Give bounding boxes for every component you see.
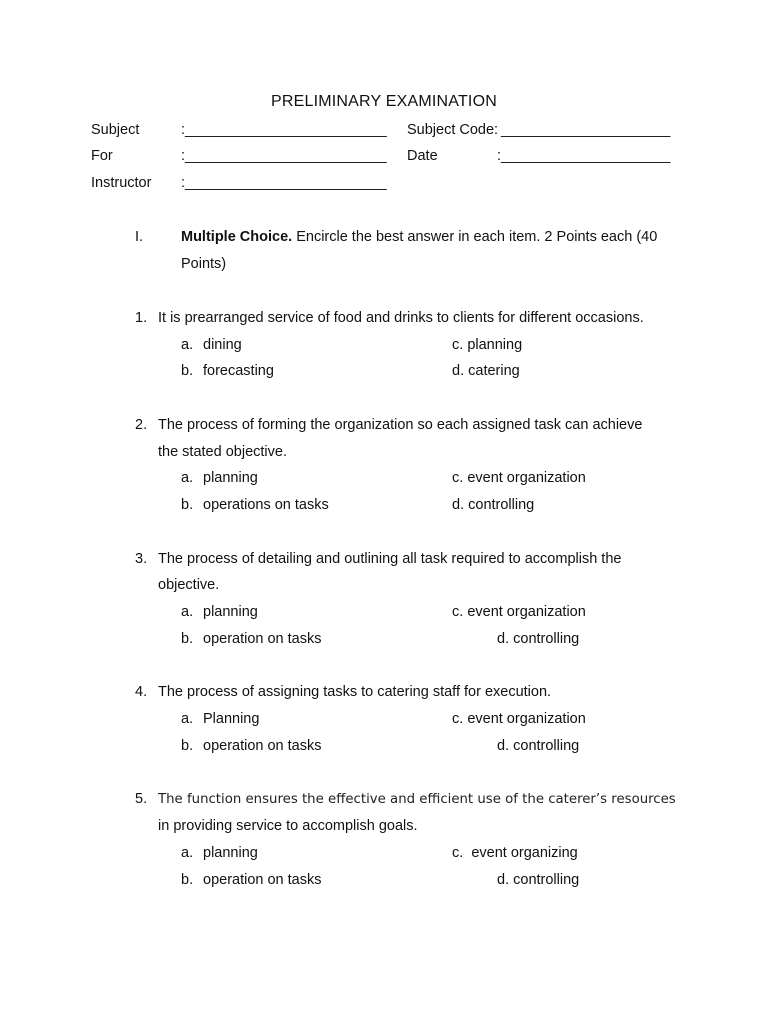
option-letter: a. [181,337,194,353]
subject-blank: :_________________________ [181,122,387,138]
question-3-number: 3. [135,551,148,567]
question-4-number: 4. [135,684,148,700]
option-letter: a. [181,711,194,727]
option-letter: c. [452,337,464,353]
option-letter: d. [497,872,510,888]
option-letter: a. [181,470,194,486]
question-5-number: 5. [135,791,148,807]
question-3-text-line1: The process of detailing and outlining all task required to accomplish the [158,551,622,567]
question-3-option-d [497,631,579,647]
option-text: controlling [513,872,580,888]
section-instruction [181,229,657,245]
option-text: operation on tasks [203,631,322,647]
question-5-option-c [452,845,578,861]
question-3-text-line2: objective. [158,577,220,593]
option-text: controlling [513,631,580,647]
option-letter: b. [181,738,194,754]
question-3-option-b [181,631,322,647]
exam-title: PRELIMINARY EXAMINATION [271,93,497,110]
option-text: dining [203,337,242,353]
option-letter: d. [497,631,510,647]
for-label: For [91,148,113,164]
question-4-option-b [181,738,322,754]
instructor-blank: :_________________________ [181,175,387,191]
question-2-text-line1: The process of forming the organization so each assigned task can achieve [158,417,643,433]
question-4-option-a [181,711,259,727]
question-1-text: It is prearranged service of food and drinks to clients for different occasions. [158,310,644,326]
date-blank: :_____________________ [497,148,671,164]
section-instruction-line1: Encircle the best answer in each item. 2 Points each (40 [296,229,658,245]
option-text: planning [203,470,258,486]
question-1-option-b [181,363,274,379]
instructor-label: Instructor [91,175,152,191]
question-2-number: 2. [135,417,148,433]
question-1-number: 1. [135,310,148,326]
subject-label: Subject [91,122,140,138]
option-letter: d. [452,497,465,513]
question-5-text-line1: The function ensures the effective and efficient use of the caterer’s resources [158,792,676,807]
subject-code-blank: _____________________ [501,122,671,138]
question-1-option-d [452,363,520,379]
section-instruction-line2: Points) [181,256,227,272]
question-4-option-d [497,738,579,754]
option-text: planning [203,604,258,620]
question-1-option-a [181,337,242,353]
question-2-option-a [181,470,258,486]
question-5-option-b [181,872,322,888]
option-text: Planning [203,711,260,727]
for-blank: :_________________________ [181,148,387,164]
option-text: operation on tasks [203,738,322,754]
option-text: event organization [467,470,586,486]
option-letter: a. [181,604,194,620]
option-text: operations on tasks [203,497,329,513]
option-text: planning [203,845,258,861]
question-4-text: The process of assigning tasks to catering staff for execution. [158,684,552,700]
option-letter: c. [452,470,464,486]
question-2-option-d [452,497,534,513]
option-letter: c. [452,845,464,861]
option-text: event organization [467,711,586,727]
section-heading: Multiple Choice. [181,229,293,245]
question-4-option-c [452,711,586,727]
question-1-option-c [452,337,522,353]
option-letter: a. [181,845,194,861]
option-letter: b. [181,631,194,647]
option-letter: b. [181,497,194,513]
question-5-option-d [497,872,579,888]
option-text: forecasting [203,363,274,379]
option-text: controlling [468,497,535,513]
question-3-option-a [181,604,258,620]
section-number: I. [135,229,144,245]
option-letter: d. [452,363,465,379]
option-letter: d. [497,738,510,754]
question-2-option-b [181,497,329,513]
option-text: controlling [513,738,580,754]
option-letter: b. [181,363,194,379]
subject-code-label: Subject Code: [407,122,499,138]
question-3-option-c [452,604,586,620]
date-label: Date [407,148,438,164]
question-2-text-line2: the stated objective. [158,444,287,460]
option-text: operation on tasks [203,872,322,888]
option-letter: c. [452,711,464,727]
option-text: event organizing [471,845,578,861]
option-text: event organization [467,604,586,620]
option-letter: b. [181,872,194,888]
question-5-option-a [181,845,258,861]
question-2-option-c [452,470,586,486]
option-text: planning [467,337,523,353]
option-text: catering [468,363,520,379]
question-5-text-line2: in providing service to accomplish goals. [158,818,418,834]
option-letter: c. [452,604,464,620]
